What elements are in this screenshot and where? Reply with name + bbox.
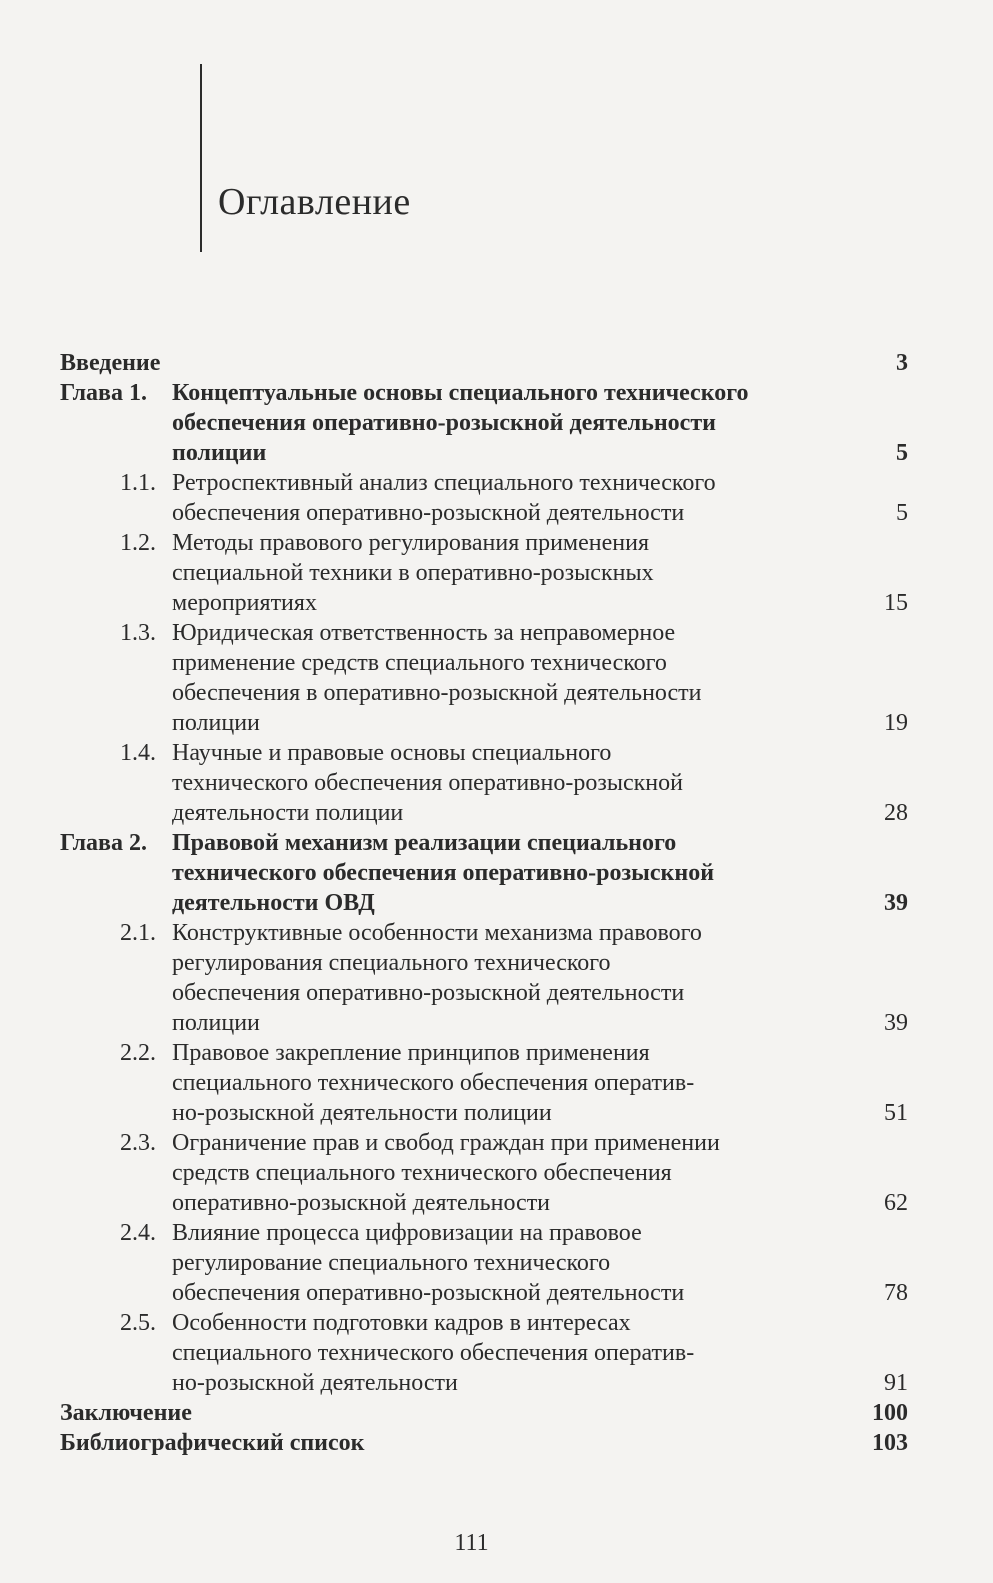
toc-entry-line <box>120 1158 908 1188</box>
toc-entry <box>60 1218 908 1308</box>
toc-entry-title: технического обеспечения оперативно-розыскной <box>172 770 683 796</box>
toc-page-number: 5 <box>896 440 908 466</box>
toc-entry-line <box>120 1188 908 1218</box>
toc-entry <box>60 828 908 918</box>
toc-entry-title: Правовое закрепление принципов применения <box>172 1040 650 1066</box>
toc-entry-text <box>60 1218 908 1308</box>
toc-entry-line <box>60 858 908 888</box>
toc-entry <box>60 1428 908 1458</box>
toc-entry-line <box>120 798 908 828</box>
toc-entry-title: обеспечения оперативно-розыскной деятельности <box>172 1280 685 1306</box>
toc-page-number: 3 <box>896 350 908 376</box>
page-title: Оглавление <box>218 181 411 223</box>
toc-entry-title: деятельности полиции <box>172 800 404 826</box>
toc-entry-title: применение средств специального технического <box>172 650 667 676</box>
toc-entry-title: Научные и правовые основы специального <box>172 740 612 766</box>
toc-entry-text <box>60 1398 908 1428</box>
toc-entry-line <box>120 1218 908 1248</box>
toc-entry-title: Заключение <box>60 1400 192 1426</box>
toc-entry-number: 1.1. <box>120 470 156 496</box>
toc-entry <box>60 348 908 378</box>
toc-entry-line <box>120 708 908 738</box>
toc-entry-line <box>120 1098 908 1128</box>
toc-entry-number: 1.4. <box>120 740 156 766</box>
toc-entry-number: 1.3. <box>120 620 156 646</box>
toc-entry <box>60 918 908 1038</box>
toc-entry-text <box>60 618 908 738</box>
toc-entry-line <box>60 888 908 918</box>
toc-entry-text <box>60 468 908 528</box>
toc-entry-title: технического обеспечения оперативно-розыскной <box>172 860 715 886</box>
toc-page-number: 91 <box>884 1370 908 1396</box>
toc-entry-title: Конструктивные особенности механизма правового <box>172 920 702 946</box>
toc-entry-title: оперативно-розыскной деятельности <box>172 1190 551 1216</box>
toc-entry <box>60 1308 908 1398</box>
toc-entry-title: полиции <box>172 1010 260 1036</box>
toc-entry-text <box>60 738 908 828</box>
toc-entry-line <box>60 1428 908 1458</box>
toc-entry-title: полиции <box>172 710 260 736</box>
toc-entry-title: обеспечения оперативно-розыскной деятельности <box>172 980 685 1006</box>
toc-entry-title: Особенности подготовки кадров в интересах <box>172 1310 631 1336</box>
toc-entry-line <box>120 918 908 948</box>
toc-entry-line <box>120 1038 908 1068</box>
toc-entry-line <box>120 768 908 798</box>
toc-page-number: 103 <box>872 1430 908 1456</box>
toc-entry-text <box>60 1308 908 1398</box>
toc-page-number: 5 <box>896 500 908 526</box>
toc-entry-number: 2.4. <box>120 1220 156 1246</box>
toc-entry-line <box>120 468 908 498</box>
toc-entry-title: но-розыскной деятельности <box>172 1370 458 1396</box>
toc-entry-title: Методы правового регулирования применения <box>172 530 649 556</box>
toc-entry-text <box>60 528 908 618</box>
toc-entry-title: средств специального технического обеспечения <box>172 1160 672 1186</box>
toc-entry-line <box>120 648 908 678</box>
toc-entry-line <box>120 588 908 618</box>
toc-page-number: 15 <box>884 590 908 616</box>
toc-entry-line <box>120 738 908 768</box>
toc-entry-title: Правовой механизм реализации специального <box>172 830 677 856</box>
toc-entry-title: мероприятиях <box>172 590 317 616</box>
toc-page-number: 39 <box>884 890 908 916</box>
toc-entry-number: 2.5. <box>120 1310 156 1336</box>
toc-page-number: 28 <box>884 800 908 826</box>
toc-entry <box>60 618 908 738</box>
toc-entry <box>60 528 908 618</box>
toc-entry-line <box>120 1068 908 1098</box>
toc-entry-number: 2.2. <box>120 1040 156 1066</box>
toc-entry-number: Глава 2. <box>60 830 147 856</box>
toc-entry-title: обеспечения в оперативно-розыскной деятельности <box>172 680 702 706</box>
toc-page-number: 62 <box>884 1190 908 1216</box>
toc-entry-title: деятельности ОВД <box>172 890 375 916</box>
toc-entry-title: Ограничение прав и свобод граждан при применении <box>172 1130 720 1156</box>
toc-entry-line <box>60 828 908 858</box>
toc-entry-line <box>60 378 908 408</box>
toc-entry-line <box>120 1008 908 1038</box>
toc-entry-text <box>60 378 908 468</box>
toc-page-number: 100 <box>872 1400 908 1426</box>
toc-entry-line <box>120 1338 908 1368</box>
toc-entry-title: регулирования специального технического <box>172 950 611 976</box>
toc-entry-title: обеспечения оперативно-розыскной деятельности <box>172 500 685 526</box>
toc-entry-title: регулирование специального технического <box>172 1250 611 1276</box>
toc-entry-text <box>60 828 908 918</box>
toc-entry-title: специального технического обеспечения оператив- <box>172 1340 695 1366</box>
toc-entry <box>60 1128 908 1218</box>
toc-entry-number: Глава 1. <box>60 380 147 406</box>
table-of-contents <box>60 348 908 1458</box>
toc-entry-number: 2.1. <box>120 920 156 946</box>
toc-entry-title: Влияние процесса цифровизации на правовое <box>172 1220 642 1246</box>
toc-entry-number: 2.3. <box>120 1130 156 1156</box>
page-number: 111 <box>454 1530 489 1556</box>
toc-entry-title: Концептуальные основы специального технического <box>172 380 749 406</box>
toc-entry-title: Библиографический список <box>60 1430 365 1456</box>
toc-entry-number: 1.2. <box>120 530 156 556</box>
toc-page-number: 39 <box>884 1010 908 1036</box>
toc-entry-line <box>120 1308 908 1338</box>
toc-entry <box>60 468 908 528</box>
toc-entry-line <box>120 1368 908 1398</box>
toc-page-number: 51 <box>884 1100 908 1126</box>
toc-entry <box>60 1398 908 1428</box>
toc-entry <box>60 738 908 828</box>
toc-entry-line <box>60 348 908 378</box>
title-rule <box>200 64 202 252</box>
toc-entry-line <box>120 948 908 978</box>
toc-entry-title: но-розыскной деятельности полиции <box>172 1100 552 1126</box>
toc-entry <box>60 378 908 468</box>
toc-entry-title: специального технического обеспечения оператив- <box>172 1070 695 1096</box>
toc-page-number: 19 <box>884 710 908 736</box>
toc-entry-line <box>60 1398 908 1428</box>
toc-entry-line <box>120 618 908 648</box>
toc-entry-line <box>120 528 908 558</box>
toc-entry-text <box>60 918 908 1038</box>
toc-entry-title: специальной техники в оперативно-розыскных <box>172 560 654 586</box>
toc-entry-title: Введение <box>60 350 161 376</box>
toc-page-number: 78 <box>884 1280 908 1306</box>
toc-entry-line <box>120 978 908 1008</box>
toc-entry-title: обеспечения оперативно-розыскной деятельности <box>172 410 716 436</box>
toc-entry-line <box>120 1278 908 1308</box>
toc-entry-line <box>120 678 908 708</box>
toc-entry-title: Юридическая ответственность за неправомерное <box>172 620 676 646</box>
toc-entry-line <box>120 1248 908 1278</box>
toc-entry-line <box>60 438 908 468</box>
toc-entry-text <box>60 348 908 378</box>
toc-entry-text <box>60 1128 908 1218</box>
toc-entry-line <box>60 408 908 438</box>
toc-entry-line <box>120 558 908 588</box>
toc-entry-text <box>60 1038 908 1128</box>
toc-entry-title: полиции <box>172 440 267 466</box>
toc-entry-text <box>60 1428 908 1458</box>
toc-entry-title: Ретроспективный анализ специального технического <box>172 470 716 496</box>
toc-entry <box>60 1038 908 1128</box>
toc-entry-line <box>120 498 908 528</box>
toc-entry-line <box>120 1128 908 1158</box>
